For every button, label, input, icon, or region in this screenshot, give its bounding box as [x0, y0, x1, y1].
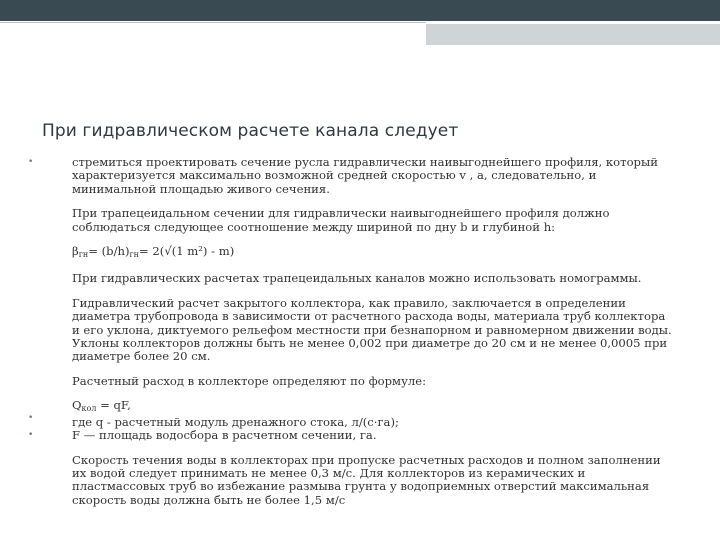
top-decoration	[0, 0, 720, 24]
paragraph-q-definition: где q - расчетный модуль дренажного стока, л/(с·га);	[72, 414, 399, 429]
bullet-item-3	[28, 428, 676, 443]
paragraph-profile: стремиться проектировать сечение русла гидравлически наивыгоднейшего профиля, который характеризуется максимально возможной средней скоростью v , а, следовательно, и минимальной площадью живого сечения.	[72, 155, 658, 196]
paragraph-collector: Гидравлический расчет закрытого коллектора, как правило, заключается в определении диаметра трубопровода в зависимости от расчетного расхода воды, материала труб коллектора и его уклона, диктуемого рельефом местности при безнапорном и равномерном движении воды. Уклоны коллекторов должны быть не менее 0,002 при диаметре до 20 см и не менее 0,0005 при диаметре более 20 см.	[72, 295, 672, 364]
header-divider	[0, 22, 426, 23]
paragraph-flow-formula-intro: Расчетный расход в коллекторе определяют по формуле:	[72, 373, 427, 388]
paragraph-f-definition: F — площадь водосбора в расчетном сечении, га.	[72, 428, 377, 443]
bullet-marker: •	[28, 430, 34, 441]
paragraph-nomograms: При гидравлических расчетах трапецеидальных каналов можно использовать номограммы.	[72, 271, 642, 286]
slide-content	[28, 155, 676, 507]
paragraph-velocity: Скорость течения воды в коллекторах при пропуске расчетных расходов и полном заполнении их водой следует принимать не менее 0,3 м/с. Для коллекторов из керамических и пластмассовых труб во избежание размыва грунта у водоприемных отверстий максимальная скорость воды должна быть не более 1,5 м/с	[72, 452, 661, 507]
slide-title: При гидравлическом расчете канала следует	[42, 121, 459, 141]
bullet-marker: •	[28, 412, 34, 423]
formula-q: $Q_{кол}$ = qF,	[72, 398, 131, 414]
header-bar-dark	[0, 0, 720, 21]
paragraph-trapezoid: При трапецеидальном сечении для гидравлически наивыгоднейшего профиля должно соблюдаться следующее соотношение между шириной по дну b и глубиной h:	[72, 206, 610, 234]
bullet-item-1	[28, 155, 676, 196]
formula-beta: $\beta_{гн}= (b/h)_{гн}= 2(√(1$ m²) - m)	[72, 244, 235, 260]
header-bar-light	[426, 23, 720, 45]
bullet-marker: •	[28, 157, 34, 167]
